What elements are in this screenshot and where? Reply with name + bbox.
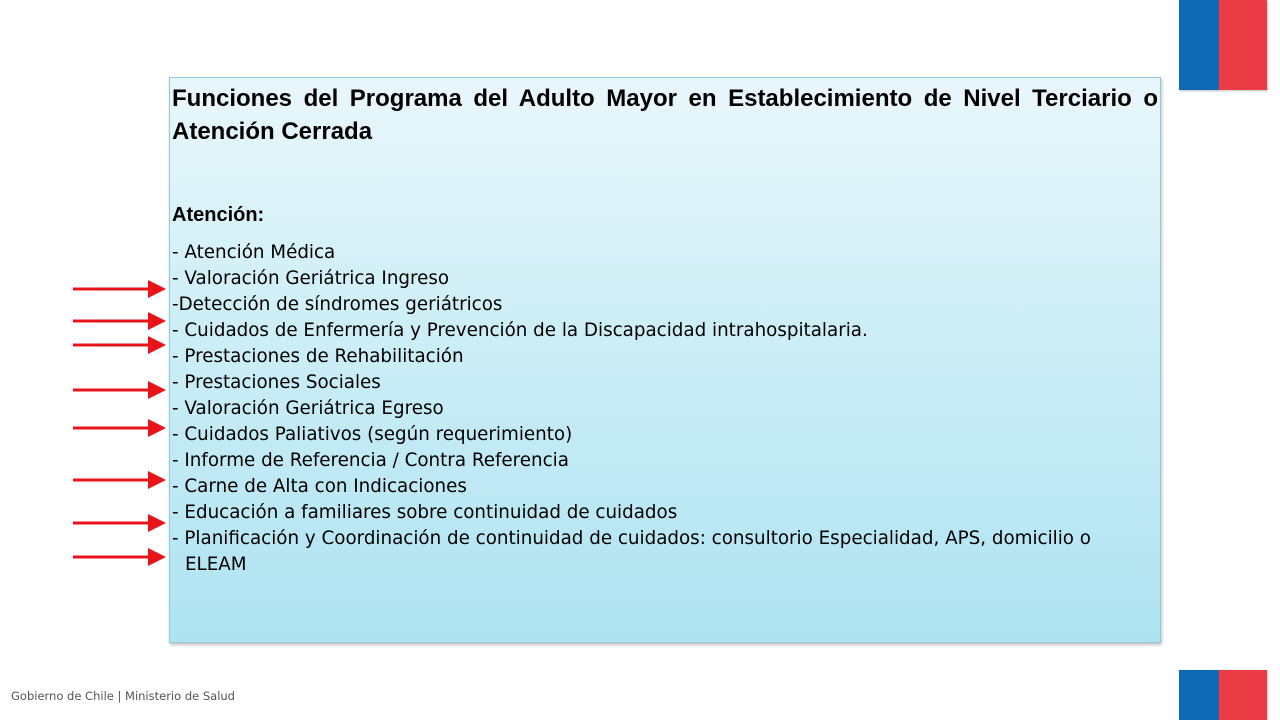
- functions-list: [172, 240, 1158, 578]
- list-item: - Planificación y Coordinación de continuidad de cuidados: consultorio Especialidad, APS, domicilio o ELEAM: [172, 528, 1091, 575]
- chile-flag-logo-bottom: [1179, 670, 1267, 720]
- content-box: [169, 77, 1161, 643]
- list-item: - Informe de Referencia / Contra Referencia: [172, 450, 569, 471]
- list-item: - Cuidados Paliativos (según requerimiento): [172, 424, 573, 445]
- footer-text: Gobierno de Chile | Ministerio de Salud: [11, 689, 235, 703]
- list-item: - Cuidados de Enfermería y Prevención de la Discapacidad intrahospitalaria.: [172, 320, 868, 341]
- flag-blue-stripe: [1179, 670, 1219, 720]
- chile-flag-logo-top: [1179, 0, 1267, 90]
- list-item: -Detección de síndromes geriátricos: [172, 294, 503, 315]
- flag-red-stripe: [1219, 0, 1267, 90]
- flag-red-stripe: [1219, 670, 1267, 720]
- list-item: - Valoración Geriátrica Egreso: [172, 398, 444, 419]
- list-item: - Prestaciones Sociales: [172, 372, 381, 393]
- section-heading: Atención:: [172, 204, 265, 226]
- slide-title: Funciones del Programa del Adulto Mayor en Establecimiento de Nivel Terciario o Atención Cerrada: [172, 85, 1158, 145]
- list-item: - Atención Médica: [172, 242, 336, 263]
- list-item: - Valoración Geriátrica Ingreso: [172, 268, 450, 289]
- list-item: - Carne de Alta con Indicaciones: [172, 476, 467, 497]
- list-item: - Educación a familiares sobre continuidad de cuidados: [172, 502, 678, 523]
- list-item: - Prestaciones de Rehabilitación: [172, 346, 464, 367]
- flag-blue-stripe: [1179, 0, 1219, 90]
